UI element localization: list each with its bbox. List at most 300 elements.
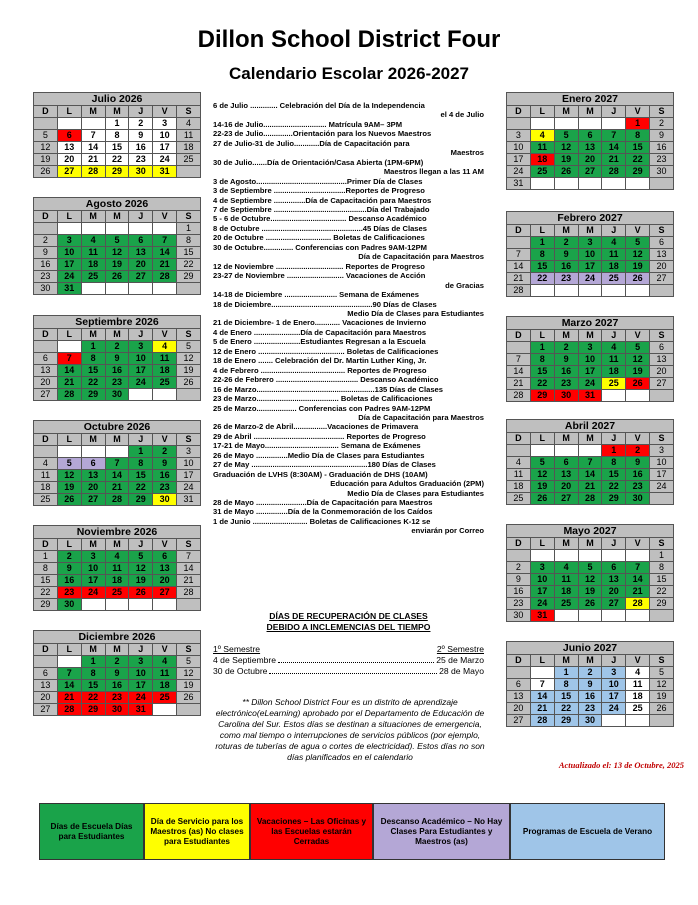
weekday-header: L [57, 539, 81, 551]
calendar-day: 6 [34, 668, 58, 680]
calendar-day [554, 610, 578, 622]
calendar-day [578, 445, 602, 457]
weekday-header: L [530, 106, 554, 118]
calendar-day: 12 [530, 469, 554, 481]
month-name: Diciembre 2026 [34, 631, 201, 644]
calendar-day: 15 [34, 575, 58, 587]
weekday-header: D [34, 211, 58, 223]
calendar-day: 14 [578, 469, 602, 481]
calendar-day [554, 178, 578, 190]
calendar-day: 18 [153, 680, 177, 692]
calendar-day: 11 [153, 353, 177, 365]
month-calendar [506, 524, 674, 622]
calendar-day: 9 [129, 130, 153, 142]
calendar-day [650, 390, 674, 402]
event-line: 12 de Noviembre ................................ Reportes de Progreso [213, 261, 425, 271]
calendar-day: 15 [530, 366, 554, 378]
weekday-header: V [626, 225, 650, 237]
calendar-day: 17 [578, 261, 602, 273]
calendar-day: 20 [650, 366, 674, 378]
calendar-day [650, 178, 674, 190]
calendar-day [177, 704, 201, 716]
calendar-day: 7 [57, 668, 81, 680]
event-line: 27 de Julio-31 de Julio............Día de Capacitación para [213, 138, 410, 148]
semester-2-label: 2º Semestre [436, 644, 484, 654]
calendar-day: 6 [602, 562, 626, 574]
calendar-day: 23 [650, 154, 674, 166]
event-line: 12 de Enero ......................................... Boletas de Calificaciones [213, 346, 439, 356]
calendar-day: 8 [602, 457, 626, 469]
calendar-day: 7 [177, 551, 201, 563]
calendar-day: 19 [34, 154, 58, 166]
calendar-day: 24 [578, 273, 602, 285]
calendar-day: 3 [578, 342, 602, 354]
calendar-day [530, 445, 554, 457]
calendar-day [57, 223, 81, 235]
month-calendar [506, 641, 674, 727]
calendar-day [626, 715, 650, 727]
weekday-header: M [578, 433, 602, 445]
calendar-day: 14 [105, 470, 129, 482]
calendar-day [57, 341, 81, 353]
calendar-day: 14 [153, 247, 177, 259]
calendar-day: 23 [34, 271, 58, 283]
weekday-header: L [57, 644, 81, 656]
elearning-note: ** Dillon School District Four es un distrito de aprendizaje electrónico(eLearning) aprobado por el Departamento de Educación de Carolina del Sur. Estos días se destinan a situaciones de emergencia, como mal tiempo o interrupciones de servicios públicos (por ejemplo, roturas de tuberías de agua o cortes de electricidad). Estos días no son días planificados en el calendario [215, 697, 485, 762]
calendar-day: 2 [626, 445, 650, 457]
calendar-day: 18 [626, 691, 650, 703]
calendar-day: 10 [153, 130, 177, 142]
event-line: 22-23 de Julio..............Orientación para los Nuevos Maestros [213, 129, 432, 139]
event-line: 25 de Marzo................... Conferencias con Padres 9AM-12PM [213, 403, 431, 413]
weekday-header: D [507, 225, 531, 237]
calendar-day [507, 667, 531, 679]
calendar-day: 1 [177, 223, 201, 235]
calendar-day: 20 [34, 692, 58, 704]
weekday-header: J [602, 106, 626, 118]
event-line: 14-18 de Diciembre ......................... Semana de Exámenes [213, 290, 419, 300]
calendar-day: 21 [626, 586, 650, 598]
calendar-day: 28 [153, 271, 177, 283]
calendar-day: 19 [177, 680, 201, 692]
calendar-day: 27 [554, 493, 578, 505]
calendar-day: 4 [602, 237, 626, 249]
calendar-day: 12 [34, 142, 58, 154]
calendar-day: 25 [554, 598, 578, 610]
event-line: Medio Día de Clases para Estudiantes [347, 488, 484, 498]
calendar-day: 12 [578, 574, 602, 586]
calendar-day: 25 [602, 273, 626, 285]
calendar-day: 12 [626, 249, 650, 261]
weekday-header: J [129, 106, 153, 118]
calendar-day: 25 [530, 166, 554, 178]
calendar-day [530, 118, 554, 130]
calendar-day: 16 [105, 365, 129, 377]
calendar-day: 16 [105, 680, 129, 692]
weekday-header: V [153, 211, 177, 223]
calendar-day: 14 [81, 142, 105, 154]
calendar-day [602, 610, 626, 622]
event-line: 26 de Marzo-2 de Abril................Vacaciones de Primavera [213, 422, 419, 432]
calendar-day: 31 [578, 390, 602, 402]
calendar-day: 22 [81, 377, 105, 389]
event-line: 14-16 de Julio.............................. Matrícula 9AM– 3PM [213, 119, 403, 129]
calendar-day: 2 [57, 551, 81, 563]
calendar-day [530, 550, 554, 562]
event-line: el 4 de Julio [440, 110, 484, 120]
recovery-date: 28 de Mayo [439, 666, 484, 676]
calendar-day [507, 550, 531, 562]
calendar-day: 28 [626, 598, 650, 610]
event-line: 21 de Diciembre- 1 de Enero............ Vacaciones de Invierno [213, 318, 427, 328]
calendar-day: 16 [554, 366, 578, 378]
calendar-day: 4 [626, 667, 650, 679]
calendar-day: 18 [554, 586, 578, 598]
calendar-day [153, 704, 177, 716]
calendar-day [578, 550, 602, 562]
events-list [213, 101, 484, 536]
calendar-day: 25 [105, 587, 129, 599]
calendar-day: 22 [81, 692, 105, 704]
calendar-day: 23 [554, 378, 578, 390]
calendar-day: 10 [507, 142, 531, 154]
calendar-day: 21 [81, 154, 105, 166]
calendar-day: 20 [57, 154, 81, 166]
calendar-day: 17 [530, 586, 554, 598]
calendar-day: 29 [129, 494, 153, 506]
calendar-day: 1 [626, 118, 650, 130]
calendar-day: 1 [530, 237, 554, 249]
calendar-day: 21 [57, 377, 81, 389]
calendar-day [105, 446, 129, 458]
calendar-day: 31 [153, 166, 177, 178]
calendar-day: 24 [177, 482, 201, 494]
calendar-day: 3 [650, 445, 674, 457]
event-line: 18 de Enero ....... Celebración del Dr. Martin Luther King, Jr. [213, 356, 427, 366]
calendar-day [105, 599, 129, 611]
calendar-day: 17 [507, 154, 531, 166]
calendar-day: 18 [177, 142, 201, 154]
calendar-day [177, 389, 201, 401]
calendar-day: 17 [650, 469, 674, 481]
calendar-day: 20 [554, 481, 578, 493]
weekday-header: S [650, 225, 674, 237]
weekday-header: S [177, 329, 201, 341]
weekday-header: V [153, 644, 177, 656]
event-line: 1 de Junio .......................... Boletas de Calificaciones K-12 se [213, 516, 431, 526]
calendar-day: 21 [153, 259, 177, 271]
calendar-day: 12 [105, 247, 129, 259]
calendar-day: 14 [507, 261, 531, 273]
weekday-header: S [177, 211, 201, 223]
event-line: 3 de Septiembre ..................................Reportes de Progreso [213, 186, 425, 196]
event-line: 29 de Abril ........................................... Reportes de Progreso [213, 431, 426, 441]
event-line: 4 de Enero ......................Día de Capacitación para Maestros [213, 327, 427, 337]
calendar-day: 4 [105, 551, 129, 563]
calendar-day [153, 389, 177, 401]
calendar-day: 21 [507, 273, 531, 285]
calendar-day: 25 [34, 494, 58, 506]
weekday-header: M [554, 433, 578, 445]
calendar-day: 2 [105, 341, 129, 353]
calendar-day: 18 [602, 366, 626, 378]
calendar-day: 6 [81, 458, 105, 470]
calendar-day [650, 285, 674, 297]
calendar-day: 10 [602, 679, 626, 691]
calendar-day: 24 [507, 166, 531, 178]
weekday-header: M [81, 539, 105, 551]
calendar-day [626, 610, 650, 622]
calendar-day: 8 [81, 668, 105, 680]
calendar-day: 7 [626, 562, 650, 574]
calendar-day: 22 [530, 273, 554, 285]
calendar-day: 27 [507, 715, 531, 727]
calendar-day: 9 [105, 668, 129, 680]
calendar-day [129, 599, 153, 611]
calendar-day: 28 [507, 390, 531, 402]
calendar-day: 16 [57, 575, 81, 587]
calendar-day: 25 [507, 493, 531, 505]
calendar-day: 13 [57, 142, 81, 154]
calendar-day: 14 [626, 574, 650, 586]
calendar-day: 20 [650, 261, 674, 273]
calendar-day: 1 [34, 551, 58, 563]
calendar-day: 27 [57, 166, 81, 178]
calendar-day: 5 [530, 457, 554, 469]
calendar-day: 5 [105, 235, 129, 247]
calendar-day: 22 [105, 154, 129, 166]
calendar-day: 20 [34, 377, 58, 389]
calendar-day: 26 [650, 703, 674, 715]
calendar-day: 10 [177, 458, 201, 470]
calendar-day: 12 [177, 668, 201, 680]
calendar-day: 28 [602, 166, 626, 178]
calendar-day: 23 [626, 481, 650, 493]
calendar-day: 23 [578, 703, 602, 715]
calendar-day [507, 342, 531, 354]
month-name: Junio 2027 [507, 642, 674, 655]
calendar-day: 19 [57, 482, 81, 494]
event-line: 26 de Mayo ...............Medio Día de Clases para Estudiantes [213, 450, 425, 460]
calendar-day: 8 [530, 354, 554, 366]
calendar-day: 5 [554, 130, 578, 142]
calendar-day: 18 [507, 481, 531, 493]
calendar-day: 18 [530, 154, 554, 166]
calendar-day: 22 [602, 481, 626, 493]
calendar-day: 20 [81, 482, 105, 494]
color-legend [39, 803, 665, 860]
weekday-header: L [530, 225, 554, 237]
calendar-day: 3 [81, 551, 105, 563]
weekday-header: L [57, 211, 81, 223]
event-line: 23-27 de Noviembre ........................... Vacaciones de Acción [213, 271, 426, 281]
calendar-day: 3 [129, 656, 153, 668]
weekday-header: J [129, 434, 153, 446]
calendar-day [129, 223, 153, 235]
weekday-header: L [57, 434, 81, 446]
calendar-day: 13 [34, 365, 58, 377]
weekday-header: D [34, 434, 58, 446]
calendar-day: 27 [34, 389, 58, 401]
calendar-day: 21 [578, 481, 602, 493]
calendar-day: 24 [650, 481, 674, 493]
calendar-day: 30 [650, 166, 674, 178]
calendar-day: 13 [650, 354, 674, 366]
weekday-header: S [650, 655, 674, 667]
calendar-day: 16 [34, 259, 58, 271]
calendar-day: 13 [129, 247, 153, 259]
calendar-day: 25 [626, 703, 650, 715]
month-calendar [33, 92, 201, 178]
calendar-day: 30 [153, 494, 177, 506]
calendar-day: 19 [530, 481, 554, 493]
recovery-date: 25 de Marzo [436, 655, 484, 665]
calendar-day [626, 178, 650, 190]
calendar-day: 14 [530, 691, 554, 703]
calendar-day: 11 [153, 668, 177, 680]
calendar-day: 21 [105, 482, 129, 494]
calendar-day: 5 [57, 458, 81, 470]
calendar-day: 19 [650, 691, 674, 703]
calendar-day: 6 [650, 237, 674, 249]
calendar-day: 5 [34, 130, 58, 142]
event-line: 22-26 de Febrero ....................................... Descanso Académico [213, 375, 439, 385]
calendar-day [153, 599, 177, 611]
calendar-day: 26 [57, 494, 81, 506]
calendar-day: 6 [650, 342, 674, 354]
calendar-day: 5 [129, 551, 153, 563]
legend-item: Vacaciones – Las Oficinas y las Escuelas estarán Cerradas [250, 803, 373, 860]
calendar-day: 9 [57, 563, 81, 575]
calendar-day: 23 [153, 482, 177, 494]
calendar-day: 14 [177, 563, 201, 575]
calendar-day: 28 [105, 494, 129, 506]
calendar-day: 22 [530, 378, 554, 390]
calendar-day: 9 [554, 249, 578, 261]
event-line: 18 de Diciembre................................................90 Días de Clases [213, 299, 437, 309]
weekday-header: M [554, 106, 578, 118]
calendar-day: 12 [650, 679, 674, 691]
calendar-day: 29 [105, 166, 129, 178]
legend-item: Días de Escuela Días para Estudiantes [39, 803, 144, 860]
calendar-day: 10 [578, 249, 602, 261]
calendar-day: 11 [602, 354, 626, 366]
calendar-day: 10 [650, 457, 674, 469]
weekday-header: M [81, 434, 105, 446]
calendar-day [602, 285, 626, 297]
calendar-day: 6 [153, 551, 177, 563]
calendar-day: 3 [129, 341, 153, 353]
calendar-day: 27 [650, 378, 674, 390]
calendar-day: 15 [105, 142, 129, 154]
calendar-day: 7 [602, 130, 626, 142]
calendar-day: 29 [650, 598, 674, 610]
calendar-day [57, 118, 81, 130]
event-line: Maestros [450, 148, 484, 158]
calendar-day: 9 [153, 458, 177, 470]
month-name: Agosto 2026 [34, 198, 201, 211]
calendar-day [34, 223, 58, 235]
month-name: Mayo 2027 [507, 525, 674, 538]
calendar-day: 23 [507, 598, 531, 610]
calendar-day: 7 [507, 354, 531, 366]
calendar-day: 4 [153, 341, 177, 353]
event-line: 31 de Mayo ...............Día de la Conmemoración de los Caídos [213, 507, 433, 517]
calendar-day: 21 [57, 692, 81, 704]
month-name: Abril 2027 [507, 420, 674, 433]
district-title: Dillon School District Four [197, 26, 501, 53]
calendar-day: 28 [177, 587, 201, 599]
event-line: 7 de Septiembre ............................................Día del Trabajado [213, 204, 430, 214]
calendar-day: 24 [129, 692, 153, 704]
calendar-day: 26 [626, 378, 650, 390]
calendar-day: 23 [105, 692, 129, 704]
calendar-day [177, 599, 201, 611]
event-line: 16 de Marzo........................................................135 Días de Clases [213, 384, 444, 394]
calendar-day: 17 [602, 691, 626, 703]
weekday-header: D [507, 106, 531, 118]
calendar-day: 2 [650, 118, 674, 130]
weekday-header: V [153, 329, 177, 341]
calendar-day: 1 [554, 667, 578, 679]
calendar-day: 30 [554, 390, 578, 402]
weekday-header: S [177, 644, 201, 656]
event-line: 17-21 de Mayo................................... Semana de Exámenes [213, 441, 421, 451]
weekday-header: D [34, 539, 58, 551]
calendar-day: 26 [105, 271, 129, 283]
calendar-day: 12 [57, 470, 81, 482]
calendar-day [626, 390, 650, 402]
calendar-day: 6 [34, 353, 58, 365]
calendar-day: 16 [507, 586, 531, 598]
calendar-day: 3 [177, 446, 201, 458]
weekday-header: M [105, 211, 129, 223]
calendar-day: 19 [177, 365, 201, 377]
weekday-header: J [129, 539, 153, 551]
calendar-day [81, 446, 105, 458]
calendar-day [530, 178, 554, 190]
calendar-day [81, 118, 105, 130]
event-line: 30 de Julio.......Día de Orientación/Casa Abierta (1PM-6PM) [213, 157, 424, 167]
calendar-day: 29 [177, 271, 201, 283]
weekday-header: M [105, 329, 129, 341]
weekday-header: M [105, 106, 129, 118]
calendar-day: 28 [530, 715, 554, 727]
weekday-header: M [105, 644, 129, 656]
calendar-day: 24 [81, 587, 105, 599]
calendar-day: 27 [153, 587, 177, 599]
calendar-day: 9 [626, 457, 650, 469]
calendar-day: 16 [650, 142, 674, 154]
calendar-day: 30 [105, 389, 129, 401]
event-line: 6 de Julio ............. Celebración del Día de la Independencia [213, 101, 425, 110]
event-line: 3 de Agosto...........................................Primer Día de Clases [213, 176, 423, 186]
weekday-header: D [507, 538, 531, 550]
calendar-day: 15 [177, 247, 201, 259]
calendar-day: 16 [153, 470, 177, 482]
calendar-day [57, 656, 81, 668]
calendar-day: 2 [554, 342, 578, 354]
calendar-day: 15 [554, 691, 578, 703]
calendar-day: 28 [507, 285, 531, 297]
weekday-header: V [626, 655, 650, 667]
month-name: Septiembre 2026 [34, 316, 201, 329]
weekday-header: S [177, 106, 201, 118]
calendar-day: 19 [626, 261, 650, 273]
weekday-header: M [554, 225, 578, 237]
calendar-day [554, 550, 578, 562]
calendar-day: 14 [57, 680, 81, 692]
